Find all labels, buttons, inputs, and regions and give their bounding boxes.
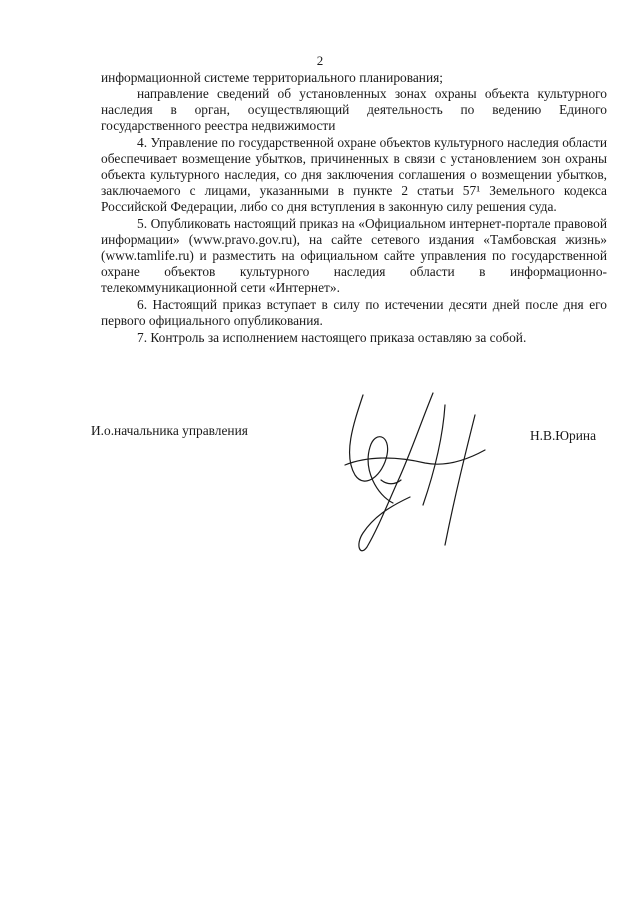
paragraph-item-4: 4. Управление по государственной охране объектов культурного наследия области обеспечивает возмещение убытков, причиненных в связи с установлением зон охраны объекта культурного наследия, со дня заключения соглашения о возмещении убытков, заключаемого с лицами, указанными в пункте 2 статьи 57¹ Земельного кодекса Российской Федерации, либо со дня вступления в законную силу решения суда.: [101, 135, 607, 214]
paragraph-item-6: 6. Настоящий приказ вступает в силу по истечении десяти дней после дня его первого официального опубликования.: [101, 297, 607, 328]
paragraph-item-7: 7. Контроль за исполнением настоящего приказа оставляю за собой.: [137, 330, 527, 345]
document-body: [101, 70, 607, 346]
paragraph-item-5: 5. Опубликовать настоящий приказ на «Официальном интернет-портале правовой информации» (www.pravo.gov.ru), на сайте сетевого издания «Тамбовская жизнь» (www.tamlife.ru) и разместить на официальном сайте управления по государственной охране объектов культурного наследия области в информационно-телекоммуникационной сети «Интернет».: [101, 216, 607, 295]
signatory-position: И.о.начальника управления: [91, 423, 248, 438]
page-number: 2: [316, 53, 324, 68]
paragraph-continuation: информационной системе территориального планирования;: [101, 70, 444, 85]
signatory-name: Н.В.Юрина: [530, 428, 597, 443]
paragraph-sending-info: направление сведений об установленных зонах охраны объекта культурного наследия в орган, осуществляющий деятельность по ведению Единого государственного реестра недвижимости: [101, 86, 607, 133]
handwritten-signature: [315, 385, 530, 560]
